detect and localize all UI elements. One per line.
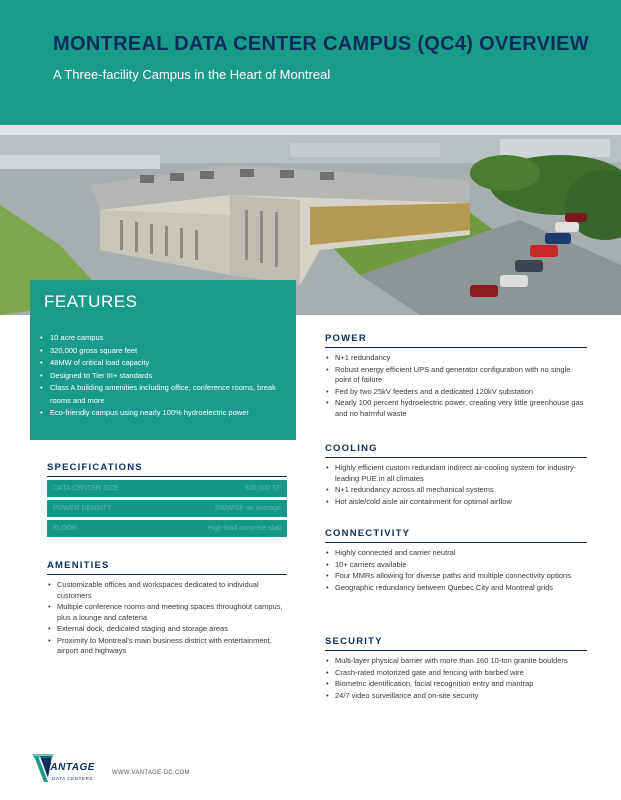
page-subtitle: A Three-facility Campus in the Heart of Montreal: [53, 67, 331, 82]
cooling-section: [325, 443, 587, 508]
section-divider: [47, 574, 287, 575]
section-divider: [325, 650, 587, 651]
list-item: • 320,000 gross square feet: [40, 345, 286, 358]
amenities-section: [47, 560, 287, 658]
list-item: • 10 acre campus: [40, 332, 286, 345]
features-panel: [30, 280, 296, 440]
website-link[interactable]: WWW.VANTAGE-DC.COM: [112, 770, 190, 776]
security-title: SECURITY: [325, 636, 383, 647]
section-divider: [47, 476, 287, 477]
list-item: • Crash-rated motorized gate and fencing with barbed wire: [325, 668, 587, 679]
spec-label: DATA CENTER SIZE: [53, 485, 119, 492]
spec-row: [47, 480, 287, 497]
list-item: • Customizable offices and workspaces dedicated to individual customers: [47, 580, 287, 601]
page-title: MONTREAL DATA CENTER CAMPUS (QC4) OVERVIEW: [53, 33, 589, 55]
cooling-title: COOLING: [325, 443, 378, 454]
spec-label: POWER DENSITY: [53, 505, 112, 512]
list-item: • 24/7 video surveillance and on-site security: [325, 691, 587, 702]
list-item: • Biometric identification, facial recognition entry and mantrap: [325, 679, 587, 690]
list-item: • N+1 redundancy: [325, 353, 587, 364]
power-list: [325, 353, 587, 419]
list-item: • Geographic redundancy between Quebec City and Montreal grids: [325, 583, 587, 594]
logo-wordmark: VANTAGE: [44, 762, 95, 773]
list-item: • Proximity to Montreal's main business district with entertainment, airport and highways: [47, 636, 287, 657]
list-item: • Hot aisle/cold aisle air containment for optimal airflow: [325, 497, 587, 508]
section-divider: [325, 347, 587, 348]
list-item: • Highly connected and carrier neutral: [325, 548, 587, 559]
list-item: • Nearly 100 percent hydroelectric power, creating very little greenhouse gas and no harmful waste: [325, 398, 587, 419]
list-item: • Multiple conference rooms and meeting spaces throughout campus, plus a lounge and cafeteria: [47, 602, 287, 623]
security-section: [325, 636, 587, 702]
header-banner: [0, 0, 621, 125]
spec-row: [47, 520, 287, 537]
features-list: [40, 332, 286, 420]
connectivity-title: CONNECTIVITY: [325, 528, 411, 539]
power-title: POWER: [325, 333, 367, 344]
list-item: • Eco-friendly campus using nearly 100% hydroelectric power: [40, 407, 286, 420]
specifications-title: SPECIFICATIONS: [47, 462, 143, 473]
logo-subtext: DATA CENTERS: [52, 776, 94, 781]
section-divider: [325, 542, 587, 543]
list-item: • Multi-layer physical barrier with more than 160 10-ton granite boulders: [325, 656, 587, 667]
list-item: • Four MMRs allowing for diverse paths and multiple connectivity options: [325, 571, 587, 582]
list-item: • Fed by two 25kV feeders and a dedicated 120kV substation: [325, 387, 587, 398]
cooling-list: [325, 463, 587, 507]
amenities-list: [47, 580, 287, 657]
list-item: • Designed to Tier III+ standards: [40, 370, 286, 383]
list-item: • 10+ carriers available: [325, 560, 587, 571]
list-item: • 48MW of critical load capacity: [40, 357, 286, 370]
spec-value: High-load concrete slab: [207, 525, 281, 532]
features-title: FEATURES: [44, 292, 138, 311]
section-divider: [325, 457, 587, 458]
connectivity-list: [325, 548, 587, 593]
power-section: [325, 333, 587, 420]
list-item: • External dock, dedicated staging and storage areas: [47, 624, 287, 635]
amenities-title: AMENITIES: [47, 560, 110, 571]
list-item: • N+1 redundancy across all mechanical systems: [325, 485, 587, 496]
spec-value: 200W/SF on average: [214, 505, 281, 512]
list-item: • Robust energy efficient UPS and generator configuration with no single point of failure: [325, 365, 587, 386]
spec-label: FLOOR: [53, 525, 78, 532]
specifications-section: [47, 462, 287, 537]
list-item: • Highly efficient custom redundant indirect air-cooling system for industry-leading PUE in all climates: [325, 463, 587, 484]
security-list: [325, 656, 587, 701]
connectivity-section: [325, 528, 587, 594]
spec-row: [47, 500, 287, 517]
spec-value: 320,000 SF: [244, 485, 281, 492]
list-item: • Class A building amenities including office, conference rooms, break rooms and more: [40, 382, 286, 407]
